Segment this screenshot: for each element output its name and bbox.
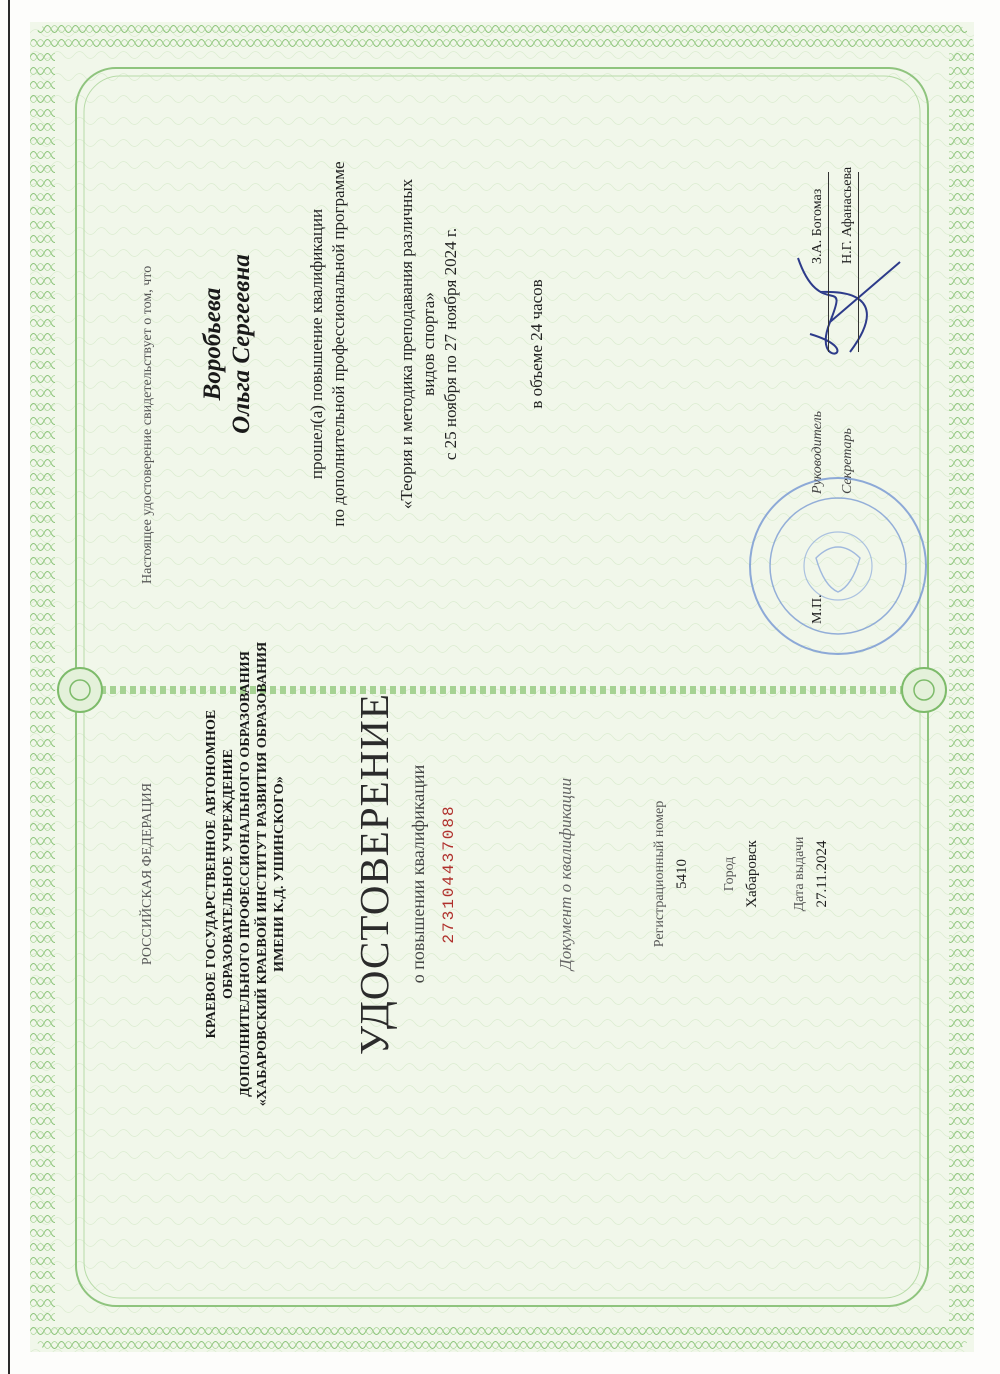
secretary-signature-line bbox=[858, 172, 859, 352]
city-label: Город bbox=[722, 856, 737, 892]
document-subtitle: о повышении квалификации bbox=[408, 764, 428, 984]
program-volume: в объеме 24 часов bbox=[527, 279, 546, 409]
head-signature-line bbox=[828, 172, 829, 352]
head-name: З.А. Богомаз bbox=[810, 188, 825, 264]
stamp-place-label: М.П. bbox=[810, 594, 825, 624]
org-line: «ХАБАРОВСКИЙ КРАЕВОЙ ИНСТИТУТ РАЗВИТИЯ ОБРАЗОВАНИЯ bbox=[255, 641, 270, 1107]
completion-line: прошел(а) повышение квалификации bbox=[307, 208, 326, 480]
org-line: КРАЕВОЕ ГОСУДАРСТВЕННОЕ АВТОНОМНОЕ bbox=[204, 709, 219, 1039]
organization-name bbox=[203, 564, 288, 1184]
reg-number-value: 5410 bbox=[674, 859, 690, 889]
qualification-text bbox=[306, 94, 350, 594]
issue-date-value: 27.11.2024 bbox=[814, 840, 830, 908]
program-block bbox=[396, 94, 462, 594]
secretary-title: Секретарь bbox=[840, 428, 855, 494]
program-name-line: видов спорта» bbox=[419, 292, 438, 396]
org-line: ДОПОЛНИТЕЛЬНОГО ПРОФЕССИОНАЛЬНОГО ОБРАЗОВАНИЯ bbox=[238, 651, 253, 1097]
holder-given-names: Ольга Сергеевна bbox=[228, 254, 255, 434]
program-dates: с 25 ноября по 27 ноября 2024 г. bbox=[441, 227, 460, 461]
program-type-line: по дополнительной профессиональной программе bbox=[329, 161, 348, 527]
reg-number-label: Регистрационный номер bbox=[652, 800, 667, 948]
head-title: Руководитель bbox=[810, 410, 825, 494]
intro-text: Настоящее удостоверение свидетельствует о том, что bbox=[140, 265, 155, 584]
holder-name bbox=[198, 144, 256, 544]
form-number: 273104437088 bbox=[440, 804, 458, 944]
document-title: УДОСТОВЕРЕНИЕ bbox=[351, 693, 397, 1055]
program-name-line: «Теория и методика преподавания различных bbox=[397, 178, 416, 510]
org-line: ИМЕНИ К.Д. УШИНСКОГО» bbox=[272, 776, 287, 972]
secretary-name: Н.Г. Афанасьева bbox=[840, 166, 855, 264]
issue-date-label: Дата выдачи bbox=[792, 836, 807, 912]
document-type: Документ о квалификации bbox=[556, 777, 575, 971]
org-line: ОБРАЗОВАТЕЛЬНОЕ УЧРЕЖДЕНИЕ bbox=[221, 748, 236, 1000]
holder-surname: Воробьева bbox=[199, 287, 226, 401]
city-value: Хабаровск bbox=[744, 840, 760, 908]
country-label: РОССИЙСКАЯ ФЕДЕРАЦИЯ bbox=[140, 782, 155, 966]
